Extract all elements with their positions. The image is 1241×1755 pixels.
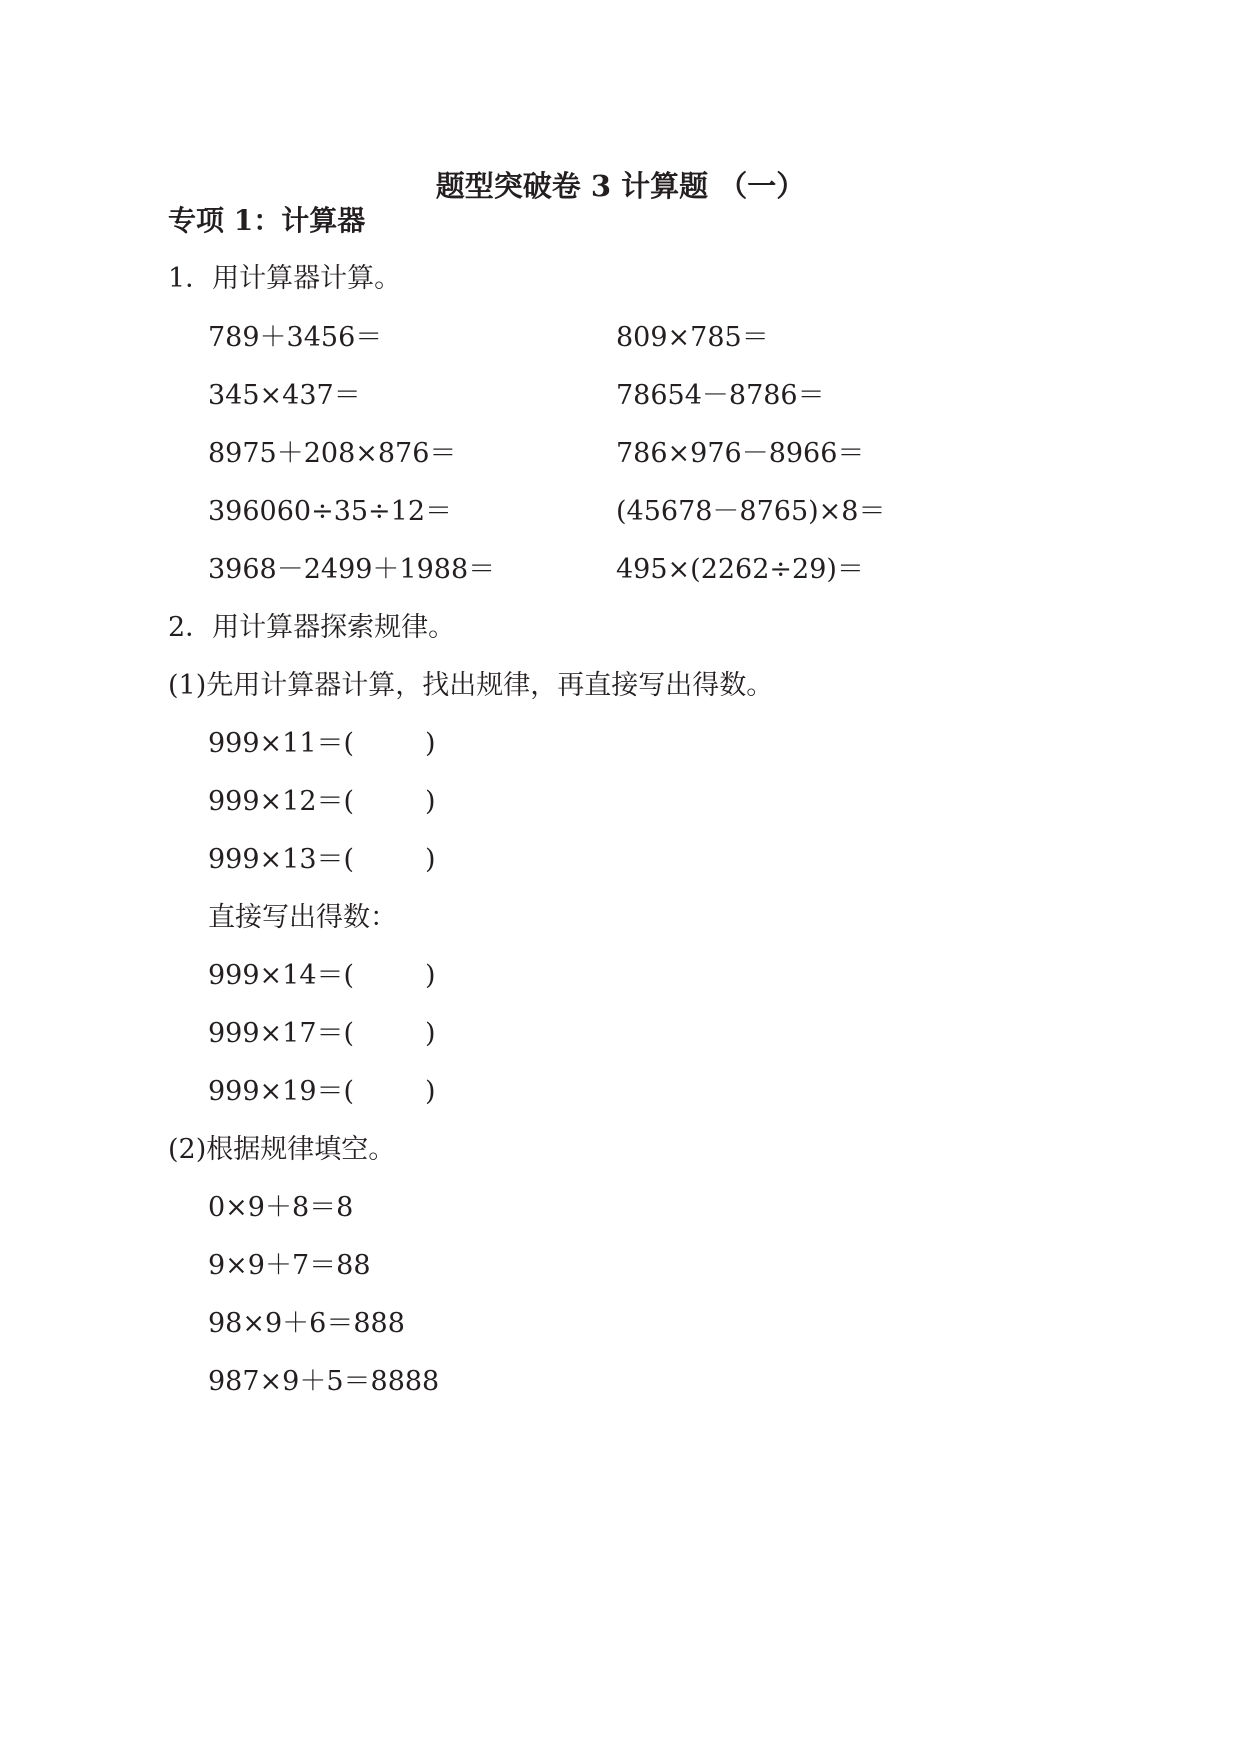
fill-in-close-paren: ) (425, 786, 436, 817)
question-2-part-1-prompt: (1)先用计算器计算，找出规律，再直接写出得数。 (168, 670, 774, 701)
fill-in-close-paren: ) (425, 844, 436, 875)
fill-in-expression: 999×17＝( (208, 1018, 355, 1049)
direct-answer-label: 直接写出得数： (208, 902, 397, 933)
fill-in-expression: 999×12＝( (208, 786, 355, 817)
question-2-prompt: 2．用计算器探索规律。 (168, 612, 456, 643)
q1-expression: 396060÷35÷12＝ (208, 496, 453, 527)
fill-in-expression: 999×19＝( (208, 1076, 355, 1107)
q1-expression: 345×437＝ (208, 380, 361, 411)
fill-in-close-paren: ) (425, 728, 436, 759)
fill-in-expression: 999×11＝( (208, 728, 355, 759)
pattern-line: 9×9＋7＝88 (208, 1250, 371, 1281)
q1-expression: 786×976－8966＝ (616, 438, 865, 469)
pattern-line: 0×9＋8＝8 (208, 1192, 354, 1223)
fill-in-expression: 999×13＝( (208, 844, 355, 875)
page-title: 题型突破卷 3 计算题 （一） (435, 169, 806, 203)
question-2-part-2-prompt: (2)根据规律填空。 (168, 1134, 396, 1165)
fill-in-close-paren: ) (425, 1076, 436, 1107)
q1-expression: 3968－2499＋1988＝ (208, 554, 496, 585)
q1-expression: 495×(2262÷29)＝ (616, 554, 864, 585)
q1-expression: 8975＋208×876＝ (208, 438, 457, 469)
section-heading: 专项 1：计算器 (168, 204, 366, 237)
fill-in-close-paren: ) (425, 960, 436, 991)
pattern-line: 987×9＋5＝8888 (208, 1366, 440, 1397)
fill-in-expression: 999×14＝( (208, 960, 355, 991)
q1-expression: 78654－8786＝ (616, 380, 825, 411)
question-1-prompt: 1．用计算器计算。 (168, 263, 402, 294)
fill-in-close-paren: ) (425, 1018, 436, 1049)
q1-expression: 809×785＝ (616, 322, 769, 353)
q1-expression: (45678－8765)×8＝ (616, 496, 886, 527)
q1-expression: 789＋3456＝ (208, 322, 383, 353)
pattern-line: 98×9＋6＝888 (208, 1308, 405, 1339)
